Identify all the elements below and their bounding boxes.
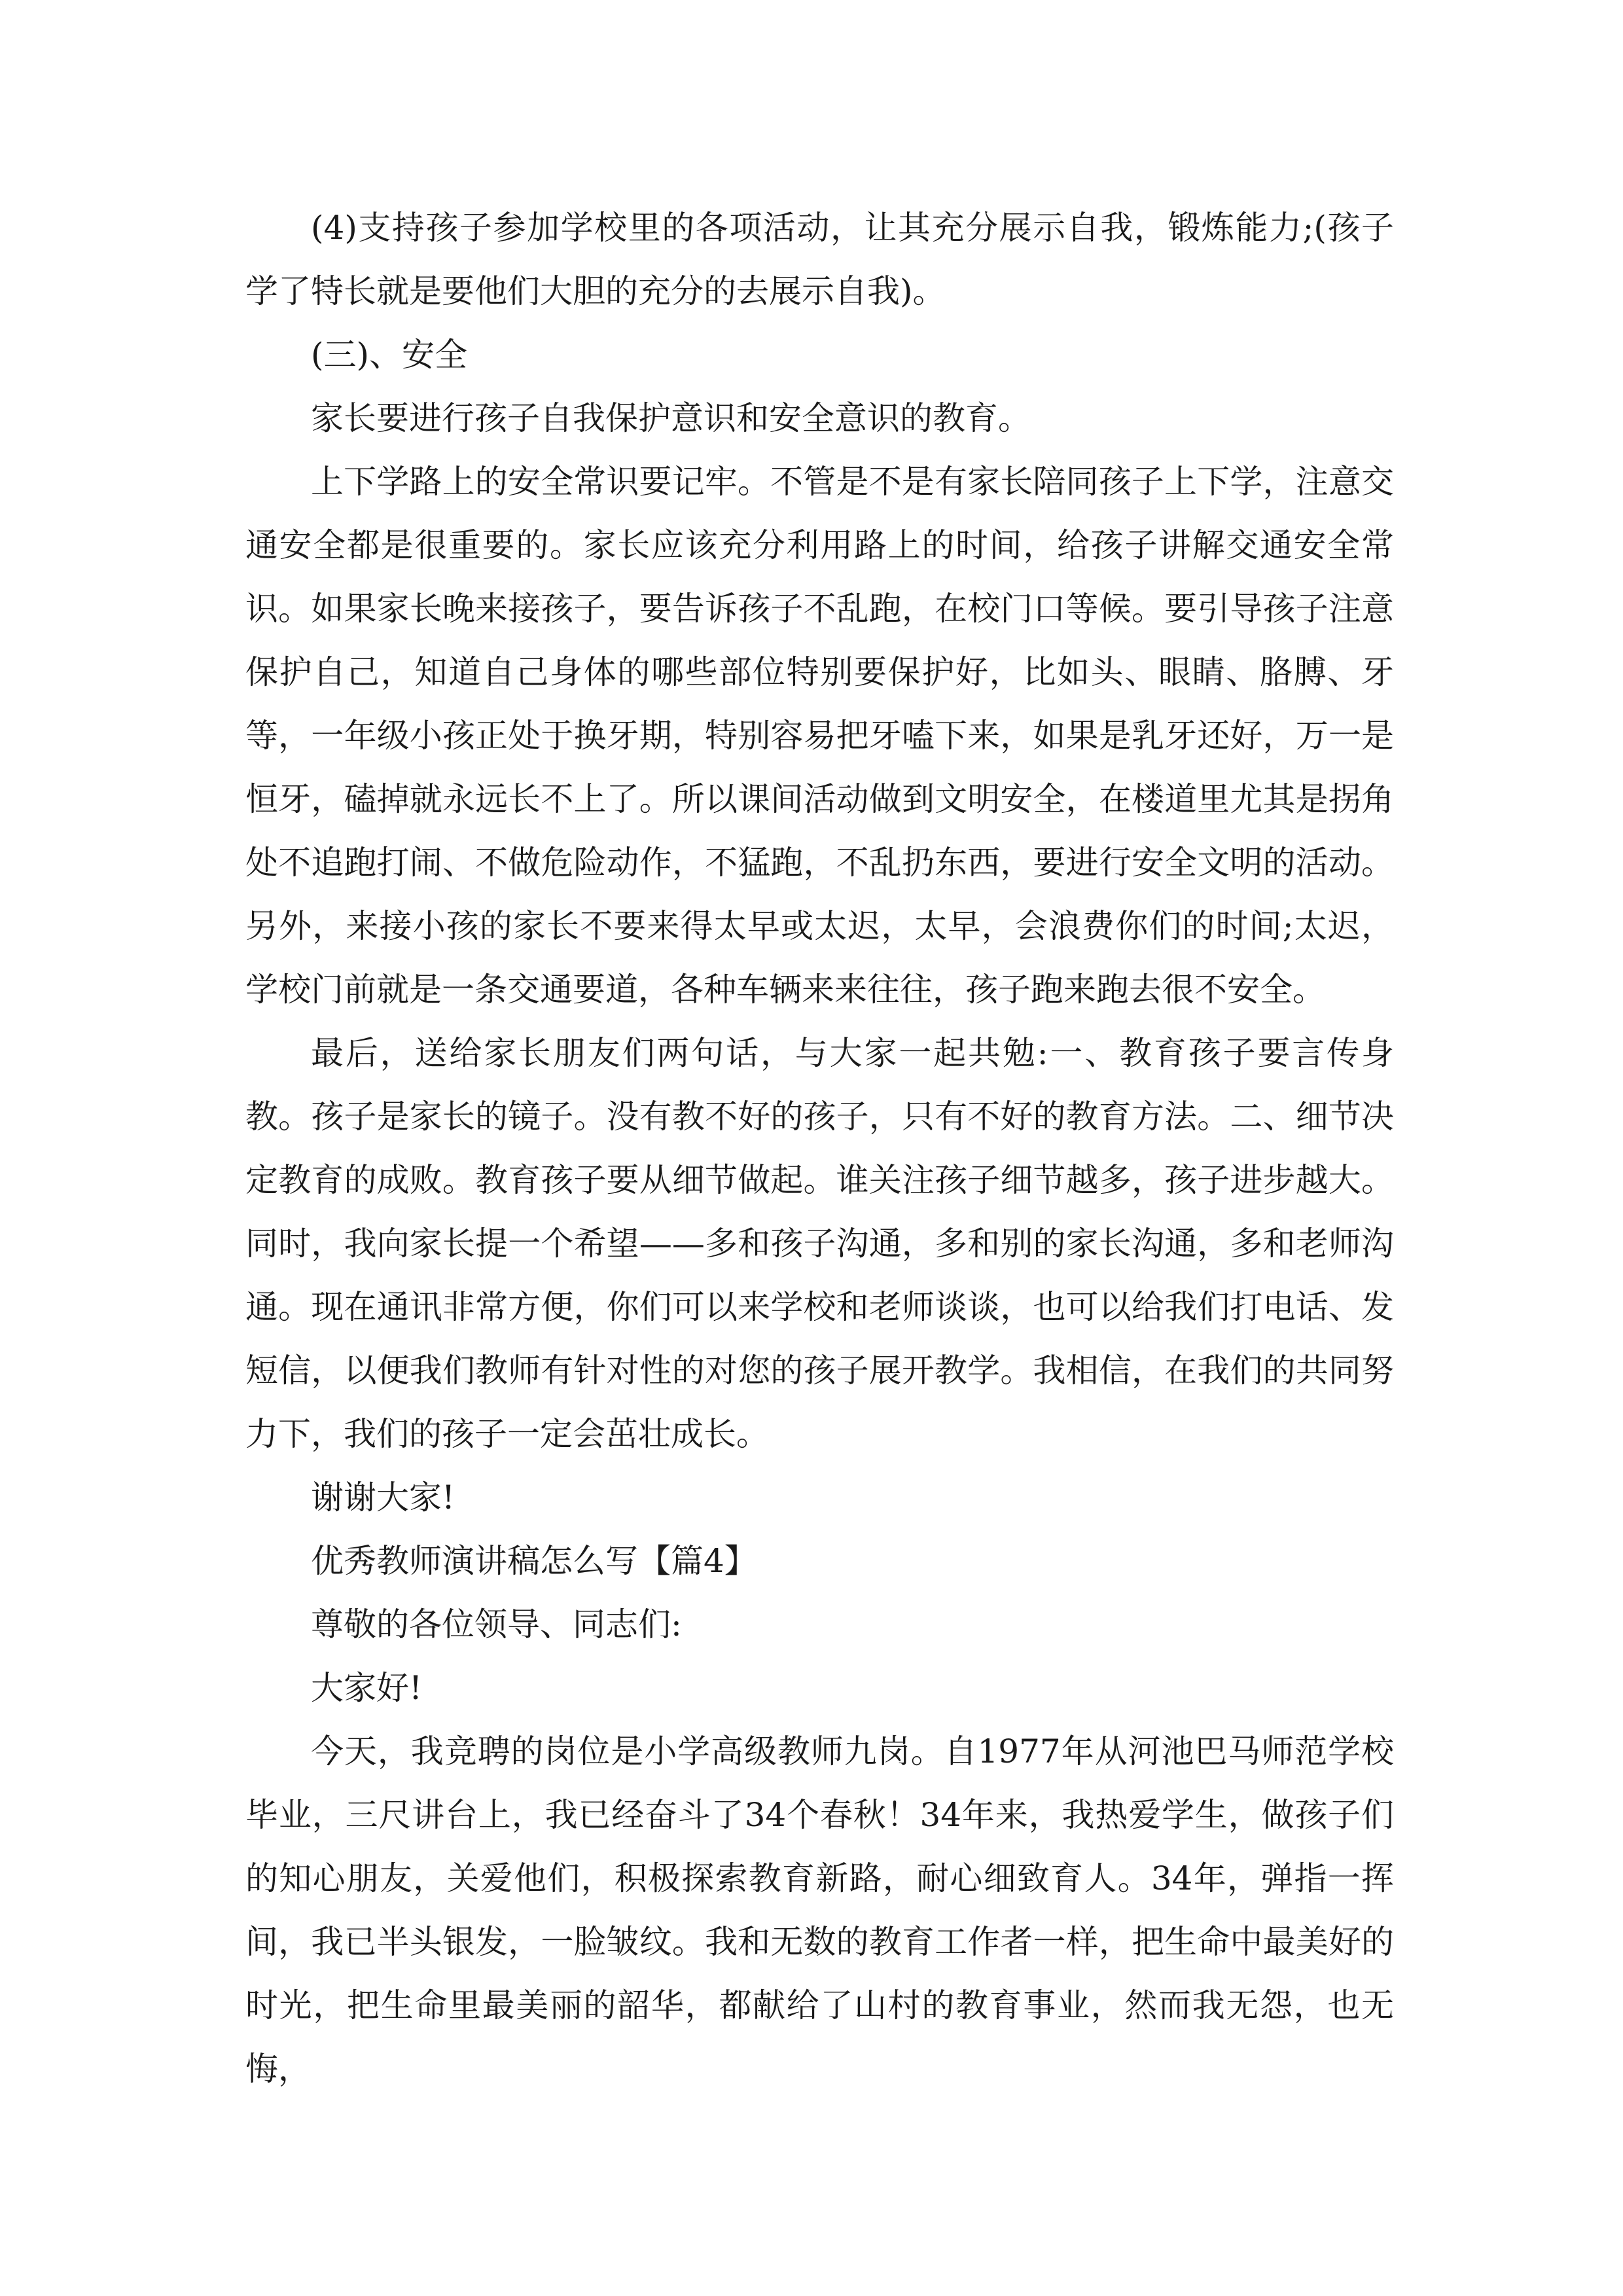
salutation: 尊敬的各位领导、同志们: — [311, 1605, 682, 1643]
greeting: 大家好! — [311, 1669, 423, 1707]
article-title-part-4: 优秀教师演讲稿怎么写【篇4】 — [311, 1542, 757, 1580]
paragraph-support-activities: (4)支持孩子参加学校里的各项活动，让其充分展示自我，锻炼能力;(孩子学了特长就是要他们大胆的充分的去展示自我)。 — [245, 209, 1394, 310]
paragraph-safety-intro: 家长要进行孩子自我保护意识和安全意识的教育。 — [311, 399, 1031, 437]
section-heading-safety: (三)、安全 — [311, 336, 468, 374]
document-body — [245, 196, 1394, 2101]
paragraph-road-safety: 上下学路上的安全常识要记牢。不管是不是有家长陪同孩子上下学，注意交通安全都是很重要的。家长应该充分利用路上的时间，给孩子讲解交通安全常识。如果家长晚来接孩子，要告诉孩子不乱跑，在校门口等候。要引导孩子注意保护自己，知道自己身体的哪些部位特别要保护好，比如头、眼睛、胳膊、牙等，一年级小孩正处于换牙期，特别容易把牙嗑下来，如果是乳牙还好，万一是恒牙，磕掉就永远长不上了。所以课间活动做到文明安全，在楼道里尤其是拐角处不追跑打闹、不做危险动作，不猛跑，不乱扔东西，要进行安全文明的活动。 另外，来接小孩的家长不要来得太早或太迟，太早，会浪费你们的时间;太迟，学校门前就是一条交通要道，各种车辆来来往往，孩子跑来跑去很不安全。 — [245, 463, 1394, 1009]
paragraph-closing-words: 最后，送给家长朋友们两句话，与大家一起共勉:一、教育孩子要言传身教。孩子是家长的镜子。没有教不好的孩子，只有不好的教育方法。二、细节决定教育的成败。教育孩子要从细节做起。谁关注孩子细节越多，孩子进步越大。同时，我向家长提一个希望——多和孩子沟通，多和别的家长沟通，多和老师沟通。现在通讯非常方便，你们可以来学校和老师谈谈，也可以给我们打电话、发短信，以便我们教师有针对性的对您的孩子展开教学。我相信，在我们的共同努力下，我们的孩子一定会茁壮成长。 — [245, 1034, 1394, 1453]
paragraph-competition-intro: 今天，我竞聘的岗位是小学高级教师九岗。自1977年从河池巴马师范学校毕业，三尺讲台上，我已经奋斗了34个春秋！34年来，我热爱学生，做孩子们的知心朋友，关爱他们，积极探索教育新路，耐心细致育人。34年，弹指一挥间，我已半头银发，一脸皱纹。我和无数的教育工作者一样，把生命中最美好的时光，把生命里最美丽的韶华，都献给了山村的教育事业，然而我无怨，也无悔， — [245, 1732, 1394, 2088]
paragraph-thanks: 谢谢大家! — [311, 1479, 455, 1516]
